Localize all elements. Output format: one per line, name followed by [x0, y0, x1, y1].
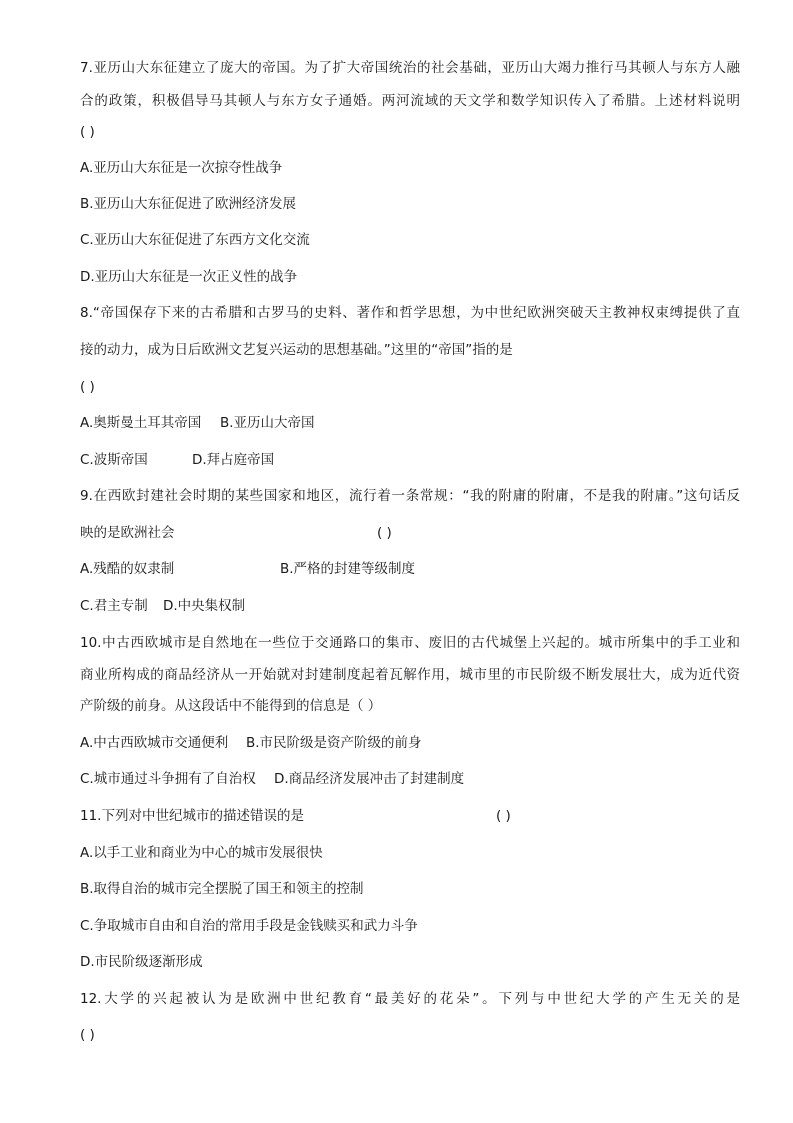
q9-answer-bracket: ( ): [377, 525, 392, 541]
q11-option-c: C.争取城市自由和自治的常用手段是金钱赎买和武力斗争: [80, 918, 418, 934]
q9-option-c: C.君主专制: [80, 598, 148, 614]
q10-option-a: A.中古西欧城市交通便利: [80, 735, 229, 751]
q10-option-c: C.城市通过斗争拥有了自治权: [80, 771, 256, 787]
q10-stem-line-1: 10.中古西欧城市是自然地在一些位于交通路口的集市、废旧的古代城堡上兴起的。城市所集中的手工业和: [80, 635, 740, 651]
q8-stem-line-1: 8.“帝国保存下来的古希腊和古罗马的史料、著作和哲学思想，为中世纪欧洲突破天主教神权束缚提供了直: [80, 305, 740, 321]
q8-answer-bracket: ( ): [80, 379, 95, 395]
q10-option-b: B.市民阶级是资产阶级的前身: [246, 735, 422, 751]
q8-option-b: B.亚历山大帝国: [220, 415, 315, 431]
q7-option-c: C.亚历山大东征促进了东西方文化交流: [80, 232, 310, 248]
q7-answer-bracket: ( ): [80, 124, 95, 140]
q9-option-a: A.残酷的奴隶制: [80, 561, 175, 577]
q8-option-a: A.奥斯曼土耳其帝国: [80, 415, 202, 431]
q9-option-d: D.中央集权制: [163, 598, 246, 614]
q10-stem-line-2: 商业所构成的商品经济从一开始就对封建制度起着瓦解作用，城市里的市民阶级不断发展壮大，成为近代资: [80, 667, 740, 683]
q9-option-b: B.严格的封建等级制度: [280, 561, 416, 577]
q10-stem-line-3: 产阶级的前身。从这段话中不能得到的信息是（ ）: [80, 698, 382, 714]
q11-option-b: B.取得自治的城市完全摆脱了国王和领主的控制: [80, 881, 364, 897]
q10-option-d: D.商品经济发展冲击了封建制度: [274, 771, 465, 787]
q8-option-c: C.波斯帝国: [80, 452, 148, 468]
q11-stem: 11.下列对中世纪城市的描述错误的是: [80, 808, 304, 824]
q7-stem-line-2: 合的政策，积极倡导马其顿人与东方女子通婚。两河流域的天文学和数学知识传入了希腊。上述材料说明: [80, 93, 740, 109]
q9-stem-line-2: 映的是欧洲社会: [80, 525, 175, 541]
q7-option-a: A.亚历山大东征是一次掠夺性战争: [80, 160, 283, 176]
q11-answer-bracket: ( ): [496, 808, 511, 824]
q12-stem: 12.大学的兴起被认为是欧洲中世纪教育“最美好的花朵”。下列与中世纪大学的产生无关的是: [80, 991, 740, 1007]
q9-stem-line-1: 9.在西欧封建社会时期的某些国家和地区，流行着一条常规：“我的附庸的附庸，不是我的附庸。”这句话反: [80, 488, 740, 504]
q11-option-a: A.以手工业和商业为中心的城市发展很快: [80, 845, 323, 861]
q7-option-b: B.亚历山大东征促进了欧洲经济发展: [80, 196, 297, 212]
q12-answer-bracket: ( ): [80, 1027, 95, 1043]
q11-option-d: D.市民阶级逐渐形成: [80, 954, 203, 970]
q8-stem-line-2: 接的动力，成为日后欧洲文艺复兴运动的思想基础。”这里的“帝国”指的是: [80, 342, 513, 358]
q7-stem-line-1: 7.亚历山大东征建立了庞大的帝国。为了扩大帝国统治的社会基础，亚历山大竭力推行马其顿人与东方人融: [80, 60, 740, 76]
q8-option-d: D.拜占庭帝国: [192, 452, 275, 468]
q7-option-d: D.亚历山大东征是一次正义性的战争: [80, 269, 298, 285]
